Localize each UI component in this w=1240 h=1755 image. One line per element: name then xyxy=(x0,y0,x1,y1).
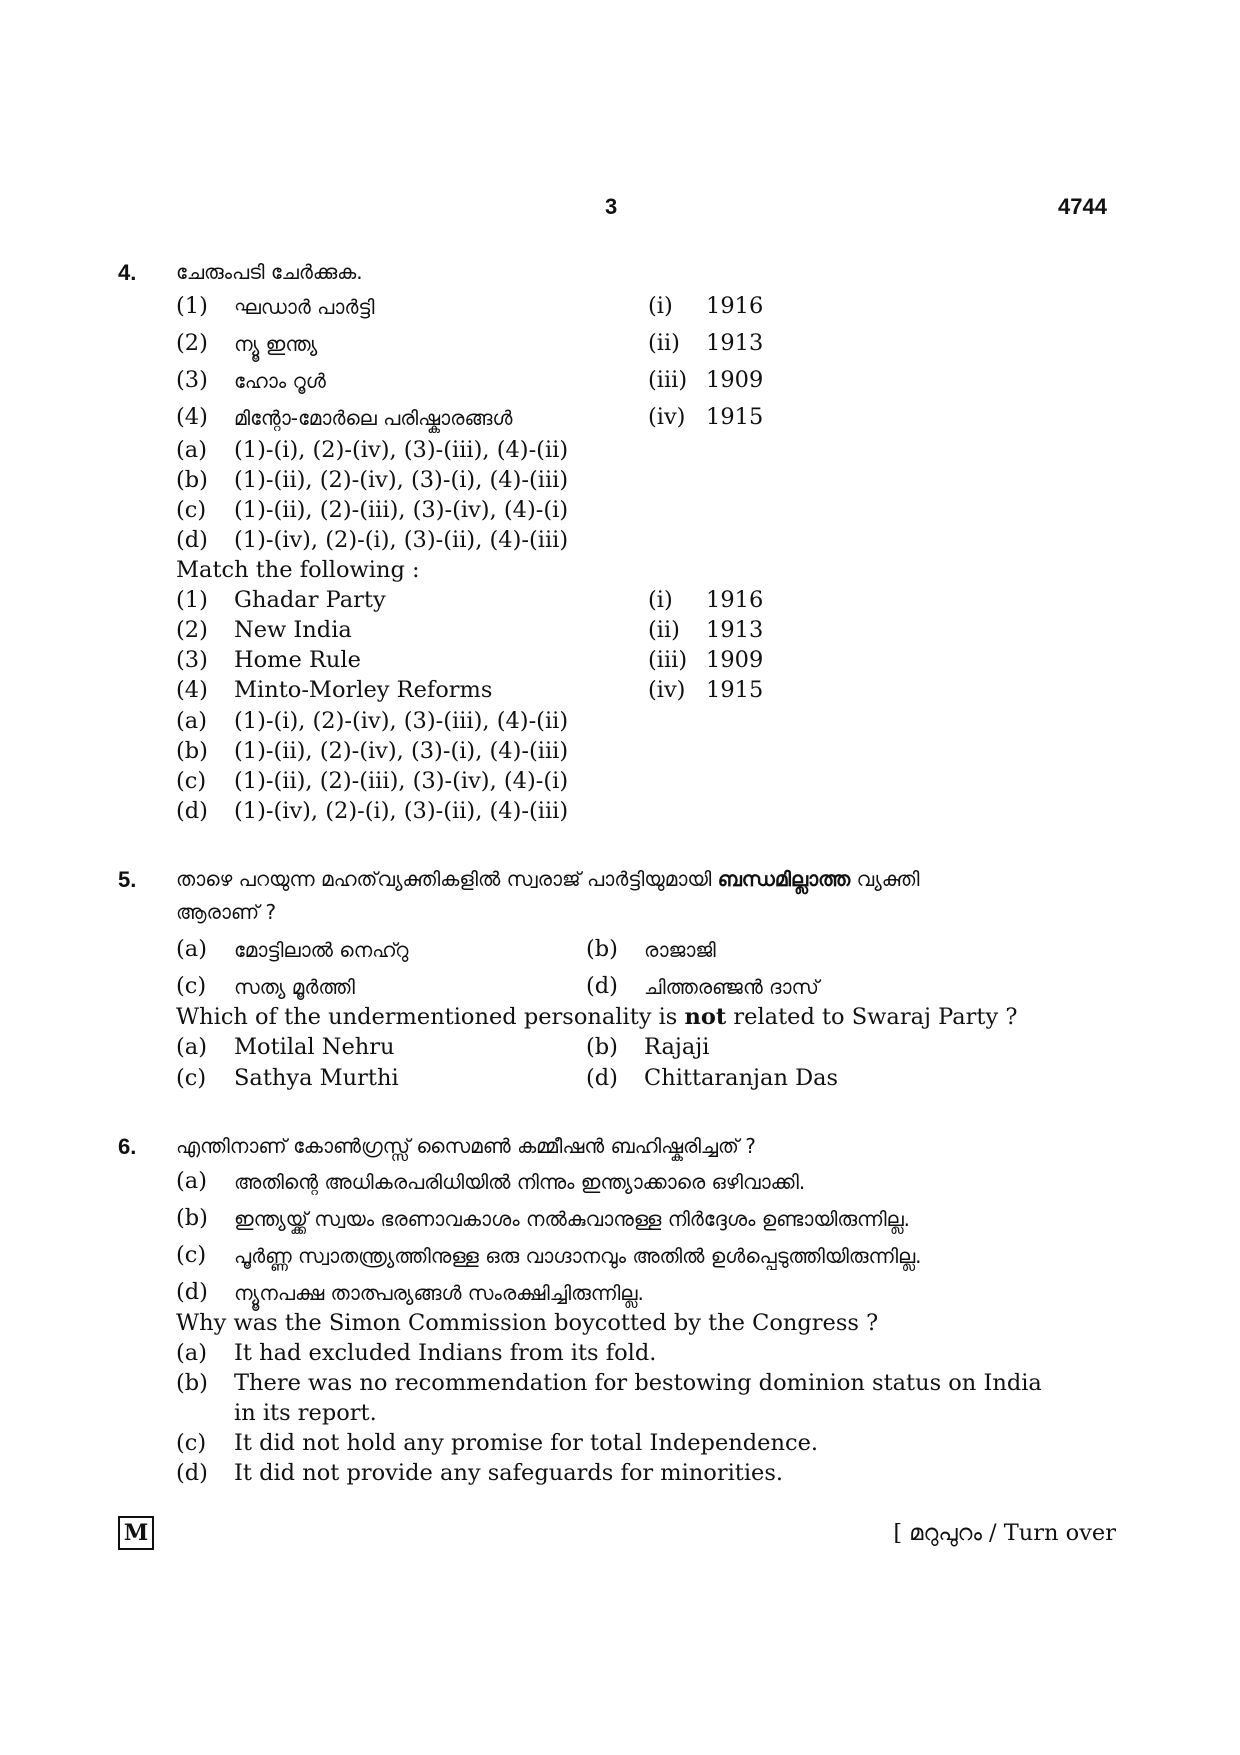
option-text-ml: രാജാജി xyxy=(644,938,716,962)
match-item-number: (1) xyxy=(176,293,208,319)
match-year: 1909 xyxy=(706,647,764,673)
option-label: (a) xyxy=(176,1340,207,1366)
match-item-en: Minto-Morley Reforms xyxy=(234,677,493,703)
match-roman-number: (iii) xyxy=(648,367,688,393)
match-item-ml: ഹോം റൂൾ xyxy=(234,369,326,393)
medium-badge: M xyxy=(118,1516,154,1550)
option-label: (d) xyxy=(176,1279,208,1305)
option-label: (c) xyxy=(176,1430,207,1456)
match-item-ml: ഘഡാർ പാർട്ടി xyxy=(234,295,375,319)
match-item-number: (2) xyxy=(176,330,208,356)
match-item-en: New India xyxy=(234,617,352,643)
option-label: (d) xyxy=(176,1460,208,1486)
option-text-ml: സത്യ മൂർത്തി xyxy=(234,975,355,999)
page-number: 3 xyxy=(605,194,618,219)
emphasis-text: not xyxy=(684,1004,727,1030)
option-label: (b) xyxy=(176,1205,208,1231)
option-text: There was no recommendation for bestowing dominion status on India xyxy=(234,1370,1042,1396)
option-label: (b) xyxy=(176,1370,208,1396)
option-text: (1)-(ii), (2)-(iii), (3)-(iv), (4)-(i) xyxy=(234,768,569,794)
option-text-ml: ഇന്ത്യയ്ക്ക് സ്വയം ഭരണാവകാശം നൽകുവാനുള്ള നിർദ്ദേശം ഉണ്ടായിരുന്നില്ല. xyxy=(234,1207,911,1231)
option-label: (d) xyxy=(176,798,208,824)
match-item-number: (1) xyxy=(176,587,208,613)
paper-code: 4744 xyxy=(1058,194,1107,219)
question-number: 4. xyxy=(118,260,137,285)
option-label: (c) xyxy=(176,1242,207,1268)
match-year: 1916 xyxy=(706,587,764,613)
question-prompt-ml-line2: ആരാണ് ? xyxy=(176,900,277,924)
option-text-ml: ചിത്തരഞ്ജൻ ദാസ് xyxy=(644,975,819,999)
match-roman-number: (iv) xyxy=(648,677,686,703)
match-item-number: (3) xyxy=(176,647,208,673)
match-roman-number: (ii) xyxy=(648,617,680,643)
match-item-en: Home Rule xyxy=(234,647,361,673)
option-text-ml: പൂർണ്ണ സ്വാതന്ത്ര്യത്തിനുള്ള ഒരു വാഗ്ദാനവും അതിൽ ഉൾപ്പെടുത്തിയിരുന്നില്ല. xyxy=(234,1244,922,1268)
option-text: (1)-(iv), (2)-(i), (3)-(ii), (4)-(iii) xyxy=(234,798,569,824)
match-year: 1909 xyxy=(706,367,764,393)
turn-over-note: [ മറുപുറം / Turn over xyxy=(893,1520,1116,1546)
option-text: (1)-(ii), (2)-(iv), (3)-(i), (4)-(iii) xyxy=(234,738,569,764)
match-year: 1915 xyxy=(706,677,764,703)
question-prompt-ml: ചേരുംപടി ചേർക്കുക. xyxy=(176,260,363,284)
match-roman-number: (i) xyxy=(648,293,673,319)
option-label: (a) xyxy=(176,708,207,734)
match-item-number: (4) xyxy=(176,404,208,430)
question-prompt-ml: താഴെ പറയുന്ന മഹത്‌വ്യക്തികളിൽ സ്വരാജ് പാർട്ടിയുമായി ബന്ധമില്ലാത്ത വ്യക്തി xyxy=(176,867,920,891)
option-label: (b) xyxy=(586,1034,618,1060)
option-label: (c) xyxy=(176,497,207,523)
emphasis-text: ബന്ധമില്ലാത്ത xyxy=(717,867,851,891)
match-item-number: (3) xyxy=(176,367,208,393)
option-label: (b) xyxy=(176,467,208,493)
question-prompt-en: Which of the undermentioned personality is not related to Swaraj Party ? xyxy=(176,1004,1018,1030)
question-prompt-en: Match the following : xyxy=(176,557,420,583)
match-roman-number: (iv) xyxy=(648,404,686,430)
option-text: It did not hold any promise for total Independence. xyxy=(234,1430,819,1456)
option-text: It did not provide any safeguards for minorities. xyxy=(234,1460,784,1486)
match-roman-number: (i) xyxy=(648,587,673,613)
match-roman-number: (iii) xyxy=(648,647,688,673)
option-text-ml: ന്യൂനപക്ഷ താത്പര്യങ്ങൾ സംരക്ഷിച്ചിരുന്നില്ല. xyxy=(234,1281,644,1305)
option-text: Sathya Murthi xyxy=(234,1065,399,1091)
question-prompt-ml: എന്തിനാണ് കോൺഗ്രസ്സ് സൈമൺ കമ്മീഷൻ ബഹിഷ്കരിച്ചത് ? xyxy=(176,1134,756,1158)
option-text: (1)-(i), (2)-(iv), (3)-(iii), (4)-(ii) xyxy=(234,708,569,734)
option-text: (1)-(iv), (2)-(i), (3)-(ii), (4)-(iii) xyxy=(234,527,569,553)
option-label: (c) xyxy=(176,768,207,794)
match-item-en: Ghadar Party xyxy=(234,587,386,613)
option-text: (1)-(ii), (2)-(iii), (3)-(iv), (4)-(i) xyxy=(234,497,569,523)
option-label: (d) xyxy=(586,973,618,999)
match-year: 1913 xyxy=(706,330,764,356)
match-roman-number: (ii) xyxy=(648,330,680,356)
option-label: (a) xyxy=(176,1168,207,1194)
option-text-ml: മോട്ടിലാൽ നെഹ്റു xyxy=(234,938,409,962)
option-label: (b) xyxy=(176,738,208,764)
option-label: (a) xyxy=(176,936,207,962)
option-text: (1)-(i), (2)-(iv), (3)-(iii), (4)-(ii) xyxy=(234,437,569,463)
option-text-ml: അതിന്റെ അധികരപരിധിയിൽ നിന്നും ഇന്ത്യാക്കാരെ ഒഴിവാക്കി. xyxy=(234,1170,806,1194)
match-item-ml: ന്യൂ ഇന്ത്യ xyxy=(234,332,318,356)
option-text-continued: in its report. xyxy=(234,1400,377,1426)
match-year: 1915 xyxy=(706,404,764,430)
option-label: (d) xyxy=(176,527,208,553)
option-label: (a) xyxy=(176,437,207,463)
question-prompt-en: Why was the Simon Commission boycotted by the Congress ? xyxy=(176,1310,879,1336)
match-item-number: (4) xyxy=(176,677,208,703)
option-text: Motilal Nehru xyxy=(234,1034,395,1060)
option-text: Rajaji xyxy=(644,1034,710,1060)
match-item-number: (2) xyxy=(176,617,208,643)
question-number: 5. xyxy=(118,867,137,892)
match-year: 1916 xyxy=(706,293,764,319)
question-number: 6. xyxy=(118,1134,137,1159)
option-label: (d) xyxy=(586,1065,618,1091)
match-year: 1913 xyxy=(706,617,764,643)
option-label: (b) xyxy=(586,936,618,962)
option-label: (c) xyxy=(176,1065,207,1091)
option-text: Chittaranjan Das xyxy=(644,1065,839,1091)
option-label: (a) xyxy=(176,1034,207,1060)
option-label: (c) xyxy=(176,973,207,999)
option-text: (1)-(ii), (2)-(iv), (3)-(i), (4)-(iii) xyxy=(234,467,569,493)
option-text: It had excluded Indians from its fold. xyxy=(234,1340,657,1366)
match-item-ml: മിന്റോ-മോർലെ പരിഷ്കാരങ്ങൾ xyxy=(234,406,513,430)
